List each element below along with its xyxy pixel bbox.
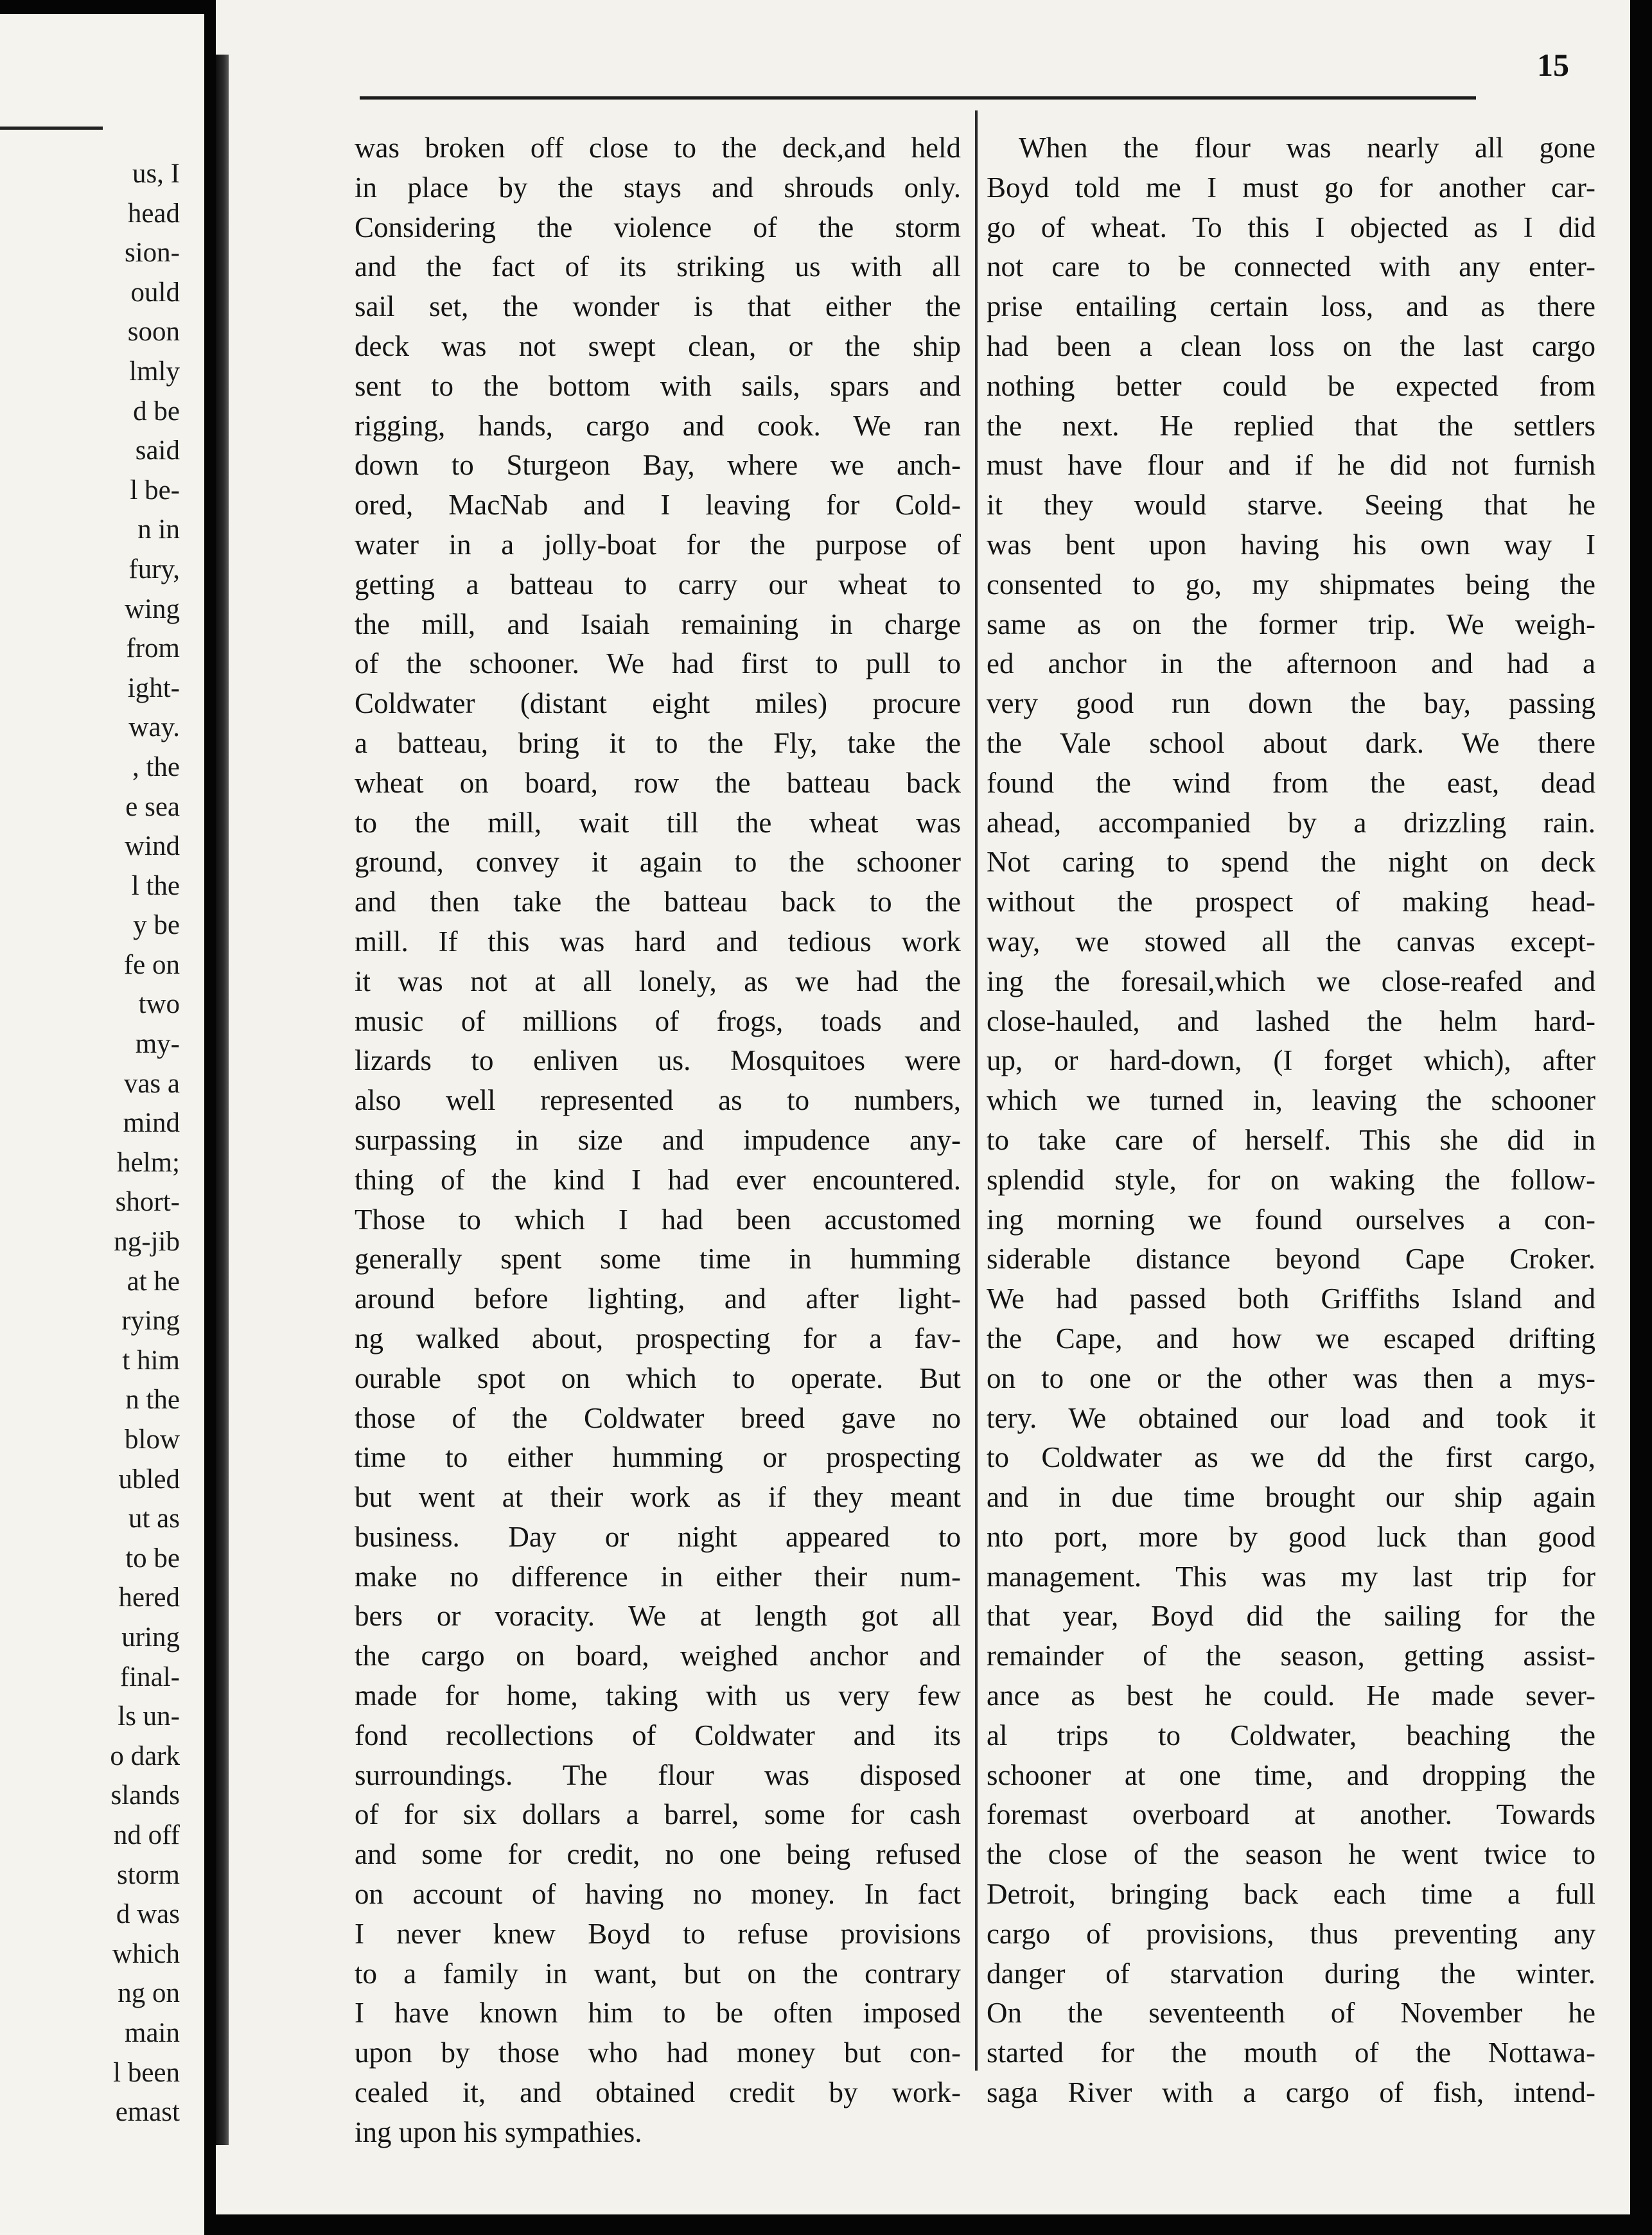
text-line: it they would starve. Seeing that he bbox=[987, 489, 1595, 522]
fragment-line: my- bbox=[135, 1029, 180, 1060]
text-line: the Cape, and how we escaped drifting bbox=[987, 1322, 1595, 1354]
text-line: mill. If this was hard and tedious work bbox=[355, 925, 961, 958]
column-divider bbox=[975, 110, 978, 2071]
fragment-line: storm bbox=[117, 1859, 180, 1890]
fragment-line: blow bbox=[125, 1424, 180, 1455]
text-line: upon by those who had money but con- bbox=[355, 2037, 961, 2069]
fragment-line: l the bbox=[131, 870, 180, 901]
text-line: ahead, accompanied by a drizzling rain. bbox=[987, 806, 1595, 839]
text-line: ng walked about, prospecting for a fav- bbox=[355, 1322, 961, 1354]
text-line: foremast overboard at another. Towards bbox=[987, 1798, 1595, 1831]
text-line: nothing better could be expected from bbox=[987, 369, 1595, 402]
fragment-line: ng on bbox=[118, 1978, 180, 2009]
text-line: of for six dollars a barrel, some for cash bbox=[355, 1798, 961, 1831]
fragment-line: ut as bbox=[128, 1503, 180, 1534]
text-line: sail set, the wonder is that either the bbox=[355, 290, 961, 323]
text-line: to Coldwater as we dd the first cargo, bbox=[987, 1441, 1595, 1474]
fragment-line: , the bbox=[132, 751, 180, 782]
fragment-line: t him bbox=[122, 1345, 180, 1376]
fragment-line: hered bbox=[118, 1582, 180, 1613]
text-line: remainder of the season, getting assist- bbox=[987, 1640, 1595, 1672]
text-line: go of wheat. To this I objected as I did bbox=[987, 211, 1595, 243]
text-line: to the mill, wait till the wheat was bbox=[355, 806, 961, 839]
text-line: to a family in want, but on the contrary bbox=[355, 1957, 961, 1990]
text-line: on account of having no money. In fact bbox=[355, 1878, 961, 1911]
text-line: not care to be connected with any enter- bbox=[987, 250, 1595, 283]
left-page-text bbox=[12, 154, 204, 2132]
text-line: tery. We obtained our load and took it bbox=[987, 1401, 1595, 1434]
text-line: We had passed both Griffiths Island and bbox=[987, 1283, 1595, 1315]
text-line: also well represented as to numbers, bbox=[355, 1084, 961, 1117]
text-line: around before lighting, and after light- bbox=[355, 1283, 961, 1315]
text-line: getting a batteau to carry our wheat to bbox=[355, 568, 961, 600]
fragment-line: nd off bbox=[113, 1819, 180, 1850]
text-line: very good run down the bay, passing bbox=[987, 687, 1595, 720]
text-line: started for the mouth of the Nottawa- bbox=[987, 2037, 1595, 2069]
text-line: those of the Coldwater breed gave no bbox=[355, 1401, 961, 1434]
fragment-line: at he bbox=[127, 1266, 180, 1297]
text-line: On the seventeenth of November he bbox=[987, 1997, 1595, 2029]
fragment-line: wind bbox=[125, 831, 180, 862]
fragment-line: soon bbox=[127, 317, 180, 347]
fragment-line: rying bbox=[121, 1306, 180, 1337]
fragment-line: d be bbox=[133, 396, 180, 426]
text-line: ing the foresail,which we close-reafed and bbox=[987, 965, 1595, 997]
text-line: the next. He replied that the settlers bbox=[987, 409, 1595, 442]
fragment-line: n in bbox=[137, 514, 180, 545]
text-line: nto port, more by good luck than good bbox=[987, 1520, 1595, 1553]
text-line: cealed it, and obtained credit by work- bbox=[355, 2076, 961, 2109]
text-line: time to either humming or prospecting bbox=[355, 1441, 961, 1474]
text-line: generally spent some time in humming bbox=[355, 1243, 961, 1275]
fragment-line: from bbox=[126, 633, 180, 664]
text-line: schooner at one time, and dropping the bbox=[987, 1758, 1595, 1791]
text-line: Coldwater (distant eight miles) procure bbox=[355, 687, 961, 720]
text-line: was bent upon having his own way I bbox=[987, 528, 1595, 561]
text-line: sent to the bottom with sails, spars and bbox=[355, 369, 961, 402]
text-line: to take care of herself. This she did in bbox=[987, 1123, 1595, 1156]
text-line: cargo of provisions, thus preventing any bbox=[987, 1917, 1595, 1950]
text-line: danger of starvation during the winter. bbox=[987, 1957, 1595, 1990]
text-line: the cargo on board, weighed anchor and bbox=[355, 1640, 961, 1672]
text-line: siderable distance beyond Cape Croker. bbox=[987, 1243, 1595, 1275]
fragment-line: us, I bbox=[132, 159, 180, 189]
text-line: make no difference in either their num- bbox=[355, 1560, 961, 1593]
fragment-line: head bbox=[127, 198, 180, 229]
text-line: and then take the batteau back to the bbox=[355, 886, 961, 918]
text-line: splendid style, for on waking the follow- bbox=[987, 1163, 1595, 1196]
text-line: close-hauled, and lashed the helm hard- bbox=[987, 1004, 1595, 1037]
fragment-line: o dark bbox=[110, 1740, 180, 1771]
fragment-line: d was bbox=[116, 1899, 180, 1930]
text-line: Not caring to spend the night on deck bbox=[987, 846, 1595, 879]
fragment-line: short- bbox=[115, 1187, 180, 1218]
text-line: must have flour and if he did not furnish bbox=[987, 449, 1595, 482]
text-line: on to one or the other was then a mys- bbox=[987, 1362, 1595, 1394]
text-line: ground, convey it again to the schooner bbox=[355, 846, 961, 879]
fragment-line: slands bbox=[110, 1780, 180, 1811]
text-line: I have known him to be often imposed bbox=[355, 1997, 961, 2029]
text-line: rigging, hands, cargo and cook. We ran bbox=[355, 409, 961, 442]
fragment-line: l been bbox=[113, 2057, 180, 2088]
text-line: al trips to Coldwater, beaching the bbox=[987, 1719, 1595, 1751]
text-column-right bbox=[987, 128, 1595, 2113]
text-line: management. This was my last trip for bbox=[987, 1560, 1595, 1593]
text-line: bers or voracity. We at length got all bbox=[355, 1600, 961, 1633]
fragment-line: way. bbox=[128, 712, 180, 743]
text-line: and the fact of its striking us with all bbox=[355, 250, 961, 283]
header-rule bbox=[360, 96, 1476, 100]
fragment-line: said bbox=[135, 435, 180, 466]
text-line: Considering the violence of the storm bbox=[355, 211, 961, 243]
text-line: which we turned in, leaving the schooner bbox=[987, 1084, 1595, 1117]
text-line: Detroit, bringing back each time a full bbox=[987, 1878, 1595, 1911]
text-line: water in a jolly-boat for the purpose of bbox=[355, 528, 961, 561]
text-line: that year, Boyd did the sailing for the bbox=[987, 1600, 1595, 1633]
text-line: ored, MacNab and I leaving for Cold- bbox=[355, 489, 961, 522]
text-line: ing morning we found ourselves a con- bbox=[987, 1203, 1595, 1236]
text-line: ance as best he could. He made sever- bbox=[987, 1679, 1595, 1712]
text-line: the mill, and Isaiah remaining in charge bbox=[355, 608, 961, 640]
text-line: I never knew Boyd to refuse provisions bbox=[355, 1917, 961, 1950]
fragment-line: emast bbox=[115, 2097, 180, 2128]
book-page bbox=[216, 0, 1630, 2214]
fragment-line: e sea bbox=[125, 791, 180, 822]
fragment-line: ight- bbox=[127, 672, 180, 703]
text-column-left bbox=[355, 128, 961, 2148]
text-line: the Vale school about dark. We there bbox=[987, 726, 1595, 759]
fragment-line: ng-jib bbox=[114, 1227, 180, 1258]
text-line: down to Sturgeon Bay, where we anch- bbox=[355, 449, 961, 482]
text-line: surpassing in size and impudence any- bbox=[355, 1123, 961, 1156]
fragment-line: l be- bbox=[130, 475, 180, 505]
fragment-line: two bbox=[138, 989, 180, 1020]
page-number: 15 bbox=[1537, 47, 1569, 83]
fragment-line: lmly bbox=[129, 356, 180, 387]
text-line: wheat on board, row the batteau back bbox=[355, 766, 961, 799]
fragment-line: ould bbox=[130, 277, 180, 308]
fragment-line: which bbox=[112, 1938, 180, 1969]
text-line: in place by the stays and shrouds only. bbox=[355, 171, 961, 204]
text-line: saga River with a cargo of fish, intend- bbox=[987, 2076, 1595, 2109]
text-line: surroundings. The flour was disposed bbox=[355, 1758, 961, 1791]
text-line: the close of the season he went twice to bbox=[987, 1838, 1595, 1871]
text-line: ourable spot on which to operate. But bbox=[355, 1362, 961, 1394]
fragment-line: to be bbox=[125, 1543, 180, 1573]
fragment-line: y be bbox=[133, 910, 180, 941]
fragment-line: wing bbox=[125, 593, 180, 624]
fragment-line: vas a bbox=[123, 1068, 180, 1099]
text-line: Those to which I had been accustomed bbox=[355, 1203, 961, 1236]
text-line: but went at their work as if they meant bbox=[355, 1481, 961, 1514]
text-line: fond recollections of Coldwater and its bbox=[355, 1719, 961, 1751]
fragment-line: fury, bbox=[128, 554, 180, 584]
fragment-line: sion- bbox=[125, 238, 180, 268]
fragment-line: fe on bbox=[123, 949, 180, 980]
fragment-line: mind bbox=[123, 1108, 180, 1139]
text-line: had been a clean loss on the last cargo bbox=[987, 329, 1595, 362]
text-line: and in due time brought our ship again bbox=[987, 1481, 1595, 1514]
text-line: ing upon his sympathies. bbox=[355, 2116, 642, 2148]
fragment-line: n the bbox=[125, 1385, 180, 1416]
text-line: way, we stowed all the canvas except- bbox=[987, 925, 1595, 958]
text-line: same as on the former trip. We weigh- bbox=[987, 608, 1595, 640]
text-line: it was not at all lonely, as we had the bbox=[355, 965, 961, 997]
page-gutter bbox=[204, 0, 216, 2235]
left-page-header-rule bbox=[0, 127, 103, 130]
fragment-line: ls un- bbox=[118, 1701, 180, 1732]
text-line: and some for credit, no one being refused bbox=[355, 1838, 961, 1871]
text-line: thing of the kind I had ever encountered. bbox=[355, 1163, 961, 1196]
text-line: lizards to enliven us. Mosquitoes were bbox=[355, 1044, 961, 1077]
text-line: consented to go, my shipmates being the bbox=[987, 568, 1595, 600]
fragment-line: ubled bbox=[118, 1464, 180, 1494]
text-line: Boyd told me I must go for another car- bbox=[987, 171, 1595, 204]
text-line: without the prospect of making head- bbox=[987, 886, 1595, 918]
text-line: ed anchor in the afternoon and had a bbox=[987, 647, 1595, 680]
fragment-line: helm; bbox=[117, 1147, 180, 1178]
text-line: was broken off close to the deck,and held bbox=[355, 132, 961, 164]
text-line: made for home, taking with us very few bbox=[355, 1679, 961, 1712]
fragment-line: final- bbox=[119, 1661, 180, 1692]
text-line: up, or hard-down, (I forget which), after bbox=[987, 1044, 1595, 1077]
text-line: deck was not swept clean, or the ship bbox=[355, 329, 961, 362]
fragment-line: uring bbox=[121, 1622, 180, 1652]
text-line: When the flour was nearly all gone bbox=[1019, 132, 1595, 164]
text-line: music of millions of frogs, toads and bbox=[355, 1004, 961, 1037]
text-line: found the wind from the east, dead bbox=[987, 766, 1595, 799]
binding-shadow bbox=[216, 55, 229, 2145]
text-line: business. Day or night appeared to bbox=[355, 1520, 961, 1553]
left-page-fragment bbox=[0, 14, 204, 2235]
fragment-line: main bbox=[125, 2017, 180, 2048]
text-line: prise entailing certain loss, and as there bbox=[987, 290, 1595, 323]
text-line: of the schooner. We had first to pull to bbox=[355, 647, 961, 680]
text-line: a batteau, bring it to the Fly, take the bbox=[355, 726, 961, 759]
